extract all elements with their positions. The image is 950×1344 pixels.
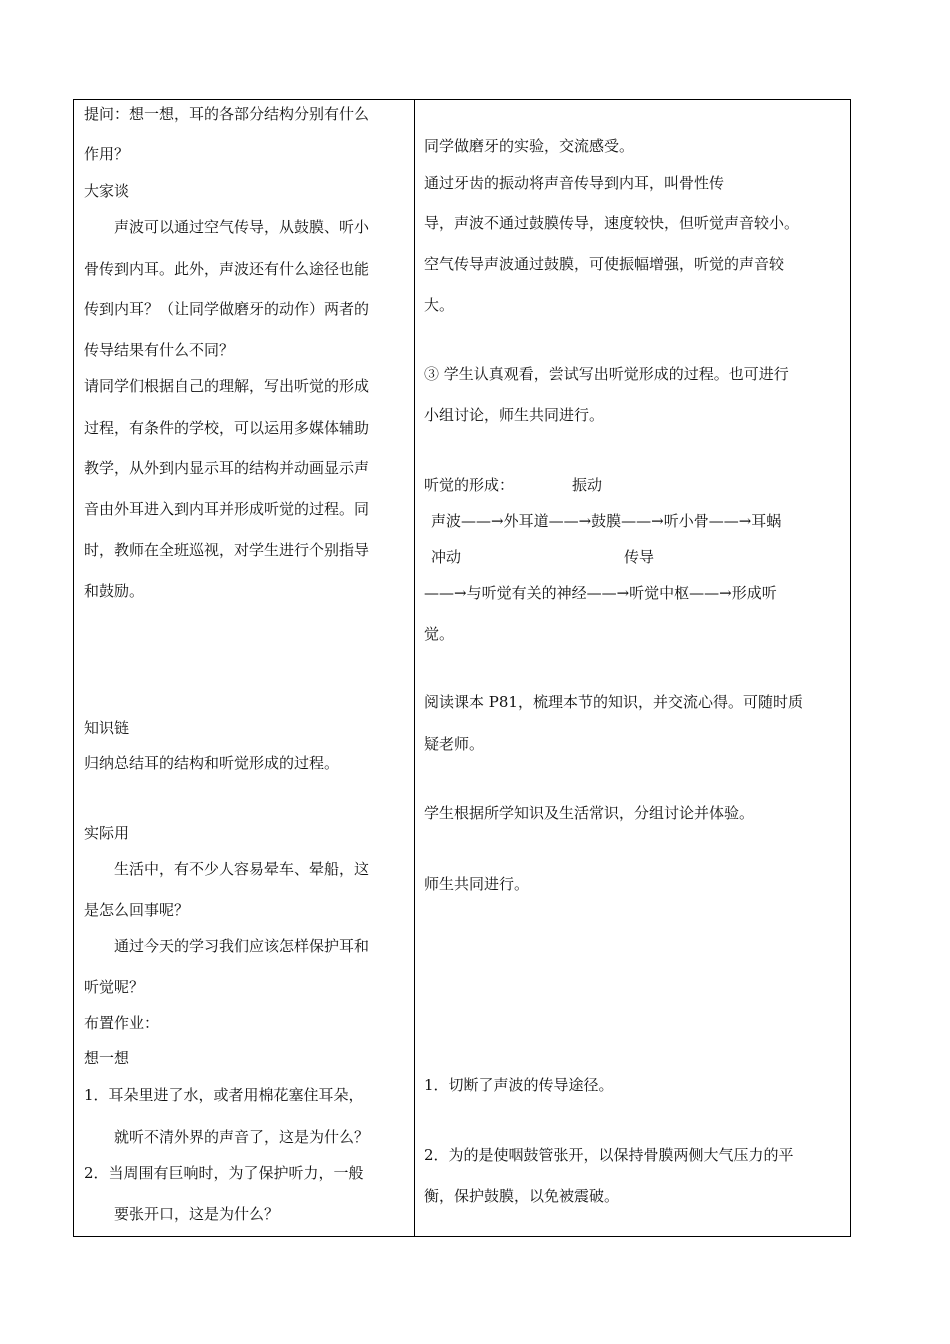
right-text-line: ③ 学生认真观看，尝试写出听觉形成的过程。也可进行 <box>424 365 789 383</box>
flow-annotation-conduction: 传导 <box>624 548 655 566</box>
left-text-line: 过程，有条件的学校，可以运用多媒体辅助 <box>84 419 370 437</box>
left-text-line: 时，教师在全班巡视，对学生进行个别指导 <box>84 541 370 559</box>
hearing-flow-line: 声波——→外耳道——→鼓膜——→听小骨——→耳蜗 <box>431 512 782 530</box>
homework-question-1: 1．耳朵里进了水，或者用棉花塞住耳朵， <box>84 1086 364 1104</box>
left-text-line: 归纳总结耳的结构和听觉形成的过程。 <box>84 754 340 772</box>
hearing-flow-label: 听觉的形成： <box>424 476 515 494</box>
left-text-line: 传导结果有什么不同？ <box>84 341 235 359</box>
column-divider <box>414 100 415 1236</box>
right-text-line: 空气传导声波通过鼓膜，可使振幅增强，听觉的声音较 <box>424 255 785 273</box>
left-text-line: 音由外耳进入到内耳并形成听觉的过程。同 <box>84 500 370 518</box>
left-text-line: 声波可以通过空气传导，从鼓膜、听小 <box>84 218 370 236</box>
flow-annotation-impulse: 冲动 <box>431 548 462 566</box>
left-question-line: 提问：想一想，耳的各部分结构分别有什么 <box>84 105 370 123</box>
right-text-line: 阅读课本 P81，梳理本节的知识，并交流心得。可随时质 <box>424 693 803 711</box>
right-text-line: 学生根据所学知识及生活常识，分组讨论并体验。 <box>424 804 755 822</box>
left-text-line: 是怎么回事呢？ <box>84 901 190 919</box>
left-text-line: 通过今天的学习我们应该怎样保护耳和 <box>84 937 370 955</box>
right-text-line: 通过牙齿的振动将声音传导到内耳，叫骨性传 <box>424 174 725 192</box>
section-heading-xiangyixiang: 想一想 <box>84 1049 130 1067</box>
hearing-flow-line: ——→与听觉有关的神经——→听觉中枢——→形成听 <box>424 584 777 602</box>
left-text-line: 传到内耳？（让同学做磨牙的动作）两者的 <box>84 300 370 318</box>
section-heading-shijiyong: 实际用 <box>84 824 130 842</box>
left-question-line: 作用？ <box>84 145 130 163</box>
right-text-line: 小组讨论，师生共同进行。 <box>424 406 605 424</box>
left-text-line: 和鼓励。 <box>84 582 145 600</box>
lesson-table <box>73 99 851 1237</box>
hearing-flow-line: 觉。 <box>424 625 455 643</box>
left-text-line: 教学，从外到内显示耳的结构并动画显示声 <box>84 459 370 477</box>
left-text-line: 骨传到内耳。此外，声波还有什么途径也能 <box>84 260 370 278</box>
answer-1: 1．切断了声波的传导途径。 <box>424 1076 614 1094</box>
answer-2: 2．为的是使咽鼓管张开，以保持骨膜两侧大气压力的平 <box>424 1146 794 1164</box>
right-text-line: 大。 <box>424 296 455 314</box>
left-text-line: 生活中，有不少人容易晕车、晕船，这 <box>84 860 370 878</box>
right-text-line: 导，声波不通过鼓膜传导，速度较快，但听觉声音较小。 <box>424 214 800 232</box>
homework-question-2: 2．当周围有巨响时，为了保护听力，一般 <box>84 1164 364 1182</box>
left-text-line: 听觉呢？ <box>84 978 145 996</box>
section-heading-zhishilian: 知识链 <box>84 719 130 737</box>
flow-annotation-vibration: 振动 <box>572 476 603 494</box>
right-text-line: 师生共同进行。 <box>424 875 530 893</box>
left-text-line: 请同学们根据自己的理解，写出听觉的形成 <box>84 377 370 395</box>
right-text-line: 疑老师。 <box>424 735 485 753</box>
homework-question-2: 要张开口，这是为什么？ <box>84 1205 280 1223</box>
homework-heading: 布置作业： <box>84 1014 160 1032</box>
section-heading-dajiatan: 大家谈 <box>84 182 130 200</box>
homework-question-1: 就听不清外界的声音了，这是为什么？ <box>84 1128 370 1146</box>
right-text-line: 同学做磨牙的实验，交流感受。 <box>424 137 635 155</box>
answer-2: 衡，保护鼓膜，以免被震破。 <box>424 1187 620 1205</box>
